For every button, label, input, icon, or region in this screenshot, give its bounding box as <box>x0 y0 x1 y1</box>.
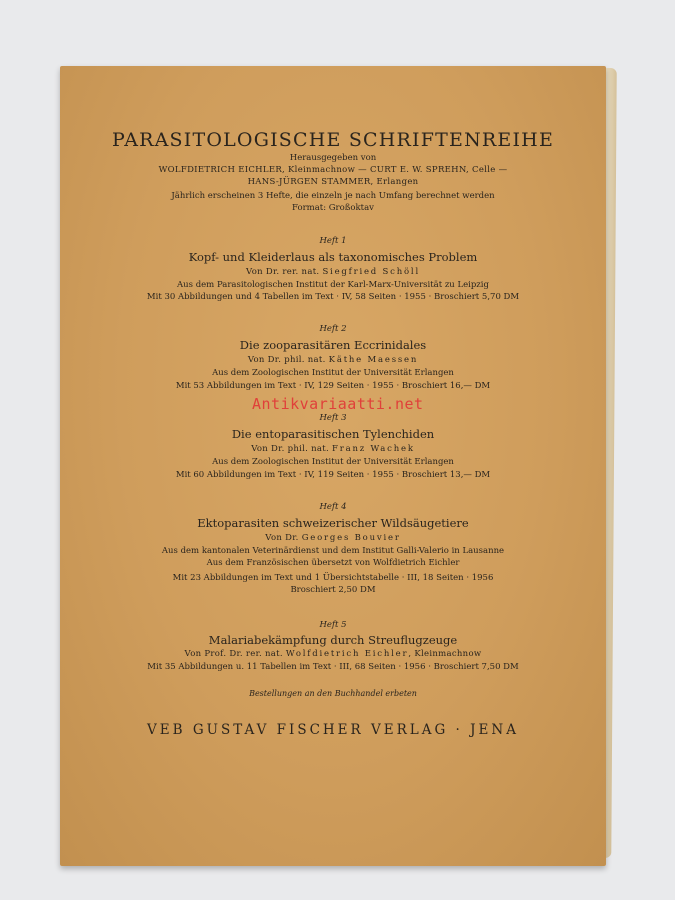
issue-label: Heft 4 <box>319 502 347 512</box>
issue-price: Broschiert 2,50 DM <box>290 585 376 595</box>
issue-details: Mit 60 Abbildungen im Text · IV, 119 Seiten · 1955 · Broschiert 13,— DM <box>175 470 491 480</box>
editors-line-1: WOLFDIETRICH EICHLER, Kleinmachnow — CURT E. W. SPREHN, Celle — <box>158 165 508 175</box>
issue-author: Von Prof. Dr. rer. nat. Wolfdietrich Eichler, Kleinmachnow <box>184 649 482 659</box>
issue-label: Heft 3 <box>319 413 347 423</box>
publisher-imprint: VEB GUSTAV FISCHER VERLAG · JENA <box>147 722 519 738</box>
frequency-note: Jährlich erscheinen 3 Hefte, die einzeln je nach Umfang berechnet werden <box>171 191 495 201</box>
issue-title: Kopf- und Kleiderlaus als taxonomisches Problem <box>188 250 478 264</box>
book-back-cover <box>60 66 606 866</box>
issue-institute: Aus dem Zoologischen Institut der Universität Erlangen <box>212 457 454 467</box>
issue-author: Von Dr. phil. nat. Käthe Maessen <box>247 355 419 365</box>
issue-author: Von Dr. phil. nat. Franz Wachek <box>251 444 415 454</box>
issue-title: Ektoparasiten schweizerischer Wildsäugetiere <box>197 516 469 530</box>
issue-label: Heft 5 <box>319 620 347 630</box>
issue-translation: Aus dem Französischen übersetzt von Wolfdietrich Eichler <box>206 558 460 568</box>
issue-author: Von Dr. rer. nat. Siegfried Schöll <box>246 267 420 277</box>
issue-author: Von Dr. Georges Bouvier <box>265 533 401 543</box>
issue-title: Malariabekämpfung durch Streuflugzeuge <box>208 633 458 647</box>
issue-details: Mit 23 Abbildungen im Text und 1 Übersichtstabelle · III, 18 Seiten · 1956 <box>172 573 494 583</box>
issue-title: Die entoparasitischen Tylenchiden <box>231 427 435 441</box>
issue-details: Mit 30 Abbildungen und 4 Tabellen im Text · IV, 58 Seiten · 1955 · Broschiert 5,70 DM <box>146 292 520 302</box>
issue-label: Heft 2 <box>319 324 347 334</box>
series-title: PARASITOLOGISCHE SCHRIFTENREIHE <box>111 129 555 151</box>
issue-title: Die zooparasitären Eccrinidales <box>239 338 427 352</box>
format-note: Format: Großoktav <box>292 203 374 213</box>
editors-intro: Herausgegeben von <box>289 153 377 163</box>
issue-institute: Aus dem Parasitologischen Institut der Karl-Marx-Universität zu Leipzig <box>177 280 489 290</box>
order-note: Bestellungen an den Buchhandel erbeten <box>249 689 417 698</box>
issue-institute: Aus dem kantonalen Veterinärdienst und dem Institut Galli-Valerio in Lausanne <box>161 546 505 556</box>
issue-details: Mit 53 Abbildungen im Text · IV, 129 Seiten · 1955 · Broschiert 16,— DM <box>175 381 491 391</box>
editors-line-2: HANS-JÜRGEN STAMMER, Erlangen <box>247 177 419 187</box>
issue-label: Heft 1 <box>319 236 347 246</box>
issue-institute: Aus dem Zoologischen Institut der Universität Erlangen <box>212 368 454 378</box>
watermark-text: Antikvariaatti.net <box>252 395 424 413</box>
issue-details: Mit 35 Abbildungen u. 11 Tabellen im Text · III, 68 Seiten · 1956 · Broschiert 7,50 DM <box>147 662 519 672</box>
